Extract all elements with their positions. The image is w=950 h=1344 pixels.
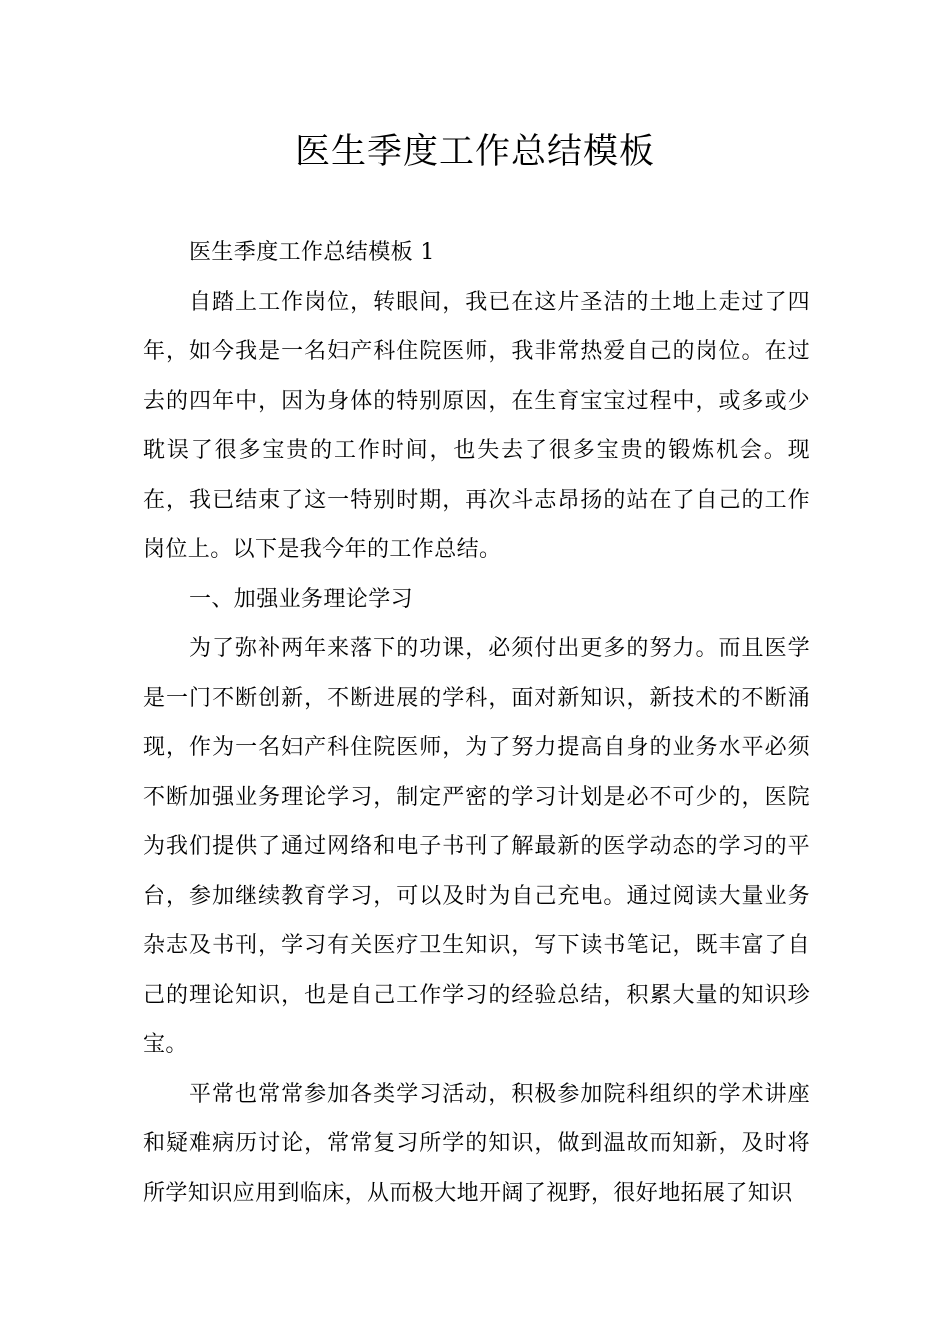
paragraph-activities: 平常也常常参加各类学习活动，积极参加院科组织的学术讲座和疑难病历讨论，常常复习所学的知识，做到温故而知新，及时将所学知识应用到临床，从而极大地开阔了视野，很好地拓展了知识 [143,1081,810,1206]
section-heading-1: 一、加强业务理论学习 [189,586,414,612]
page-title: 医生季度工作总结模板 [294,132,655,172]
paragraph-intro: 自踏上工作岗位，转眼间，我已在这片圣洁的土地上走过了四年，如今我是一名妇产科住院医师，我非常热爱自己的岗位。在过去的四年中，因为身体的特别原因，在生育宝宝过程中，或多或少耽误了很多宝贵的工作时间，也失去了很多宝贵的锻炼机会。现在，我已结束了这一特别时期，再次斗志昂扬的站在了自己的工作岗位上。以下是我今年的工作总结。 [143,289,810,562]
document-body [143,228,810,1218]
paragraph-study: 为了弥补两年来落下的功课，必须付出更多的努力。而且医学是一门不断创新，不断进展的学科，面对新知识，新技术的不断涌现，作为一名妇产科住院医师，为了努力提高自身的业务水平必须不断加强业务理论学习，制定严密的学习计划是必不可少的，医院为我们提供了通过网络和电子书刊了解最新的医学动态的学习的平台，参加继续教育学习，可以及时为自己充电。通过阅读大量业务杂志及书刊，学习有关医疗卫生知识，写下读书笔记，既丰富了自己的理论知识，也是自己工作学习的经验总结，积累大量的知识珍宝。 [143,636,810,1057]
section-subtitle: 医生季度工作总结模板 1 [189,240,435,265]
